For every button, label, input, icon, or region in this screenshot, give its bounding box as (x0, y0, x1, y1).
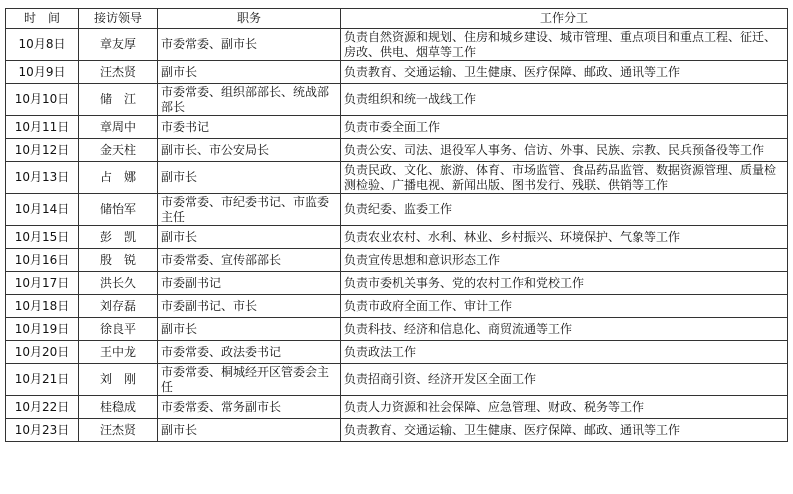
cell-duty: 负责市政府全面工作、审计工作 (341, 295, 788, 318)
table-row (6, 341, 788, 364)
cell-duty: 负责人力资源和社会保障、应急管理、财政、税务等工作 (341, 396, 788, 419)
table-row (6, 295, 788, 318)
cell-duty: 负责招商引资、经济开发区全面工作 (341, 364, 788, 396)
cell-date: 10月11日 (6, 116, 79, 139)
cell-leader: 桂稳成 (79, 396, 158, 419)
cell-position: 市委副书记、市长 (158, 295, 341, 318)
cell-date: 10月14日 (6, 194, 79, 226)
cell-leader: 刘 刚 (79, 364, 158, 396)
cell-leader: 徐良平 (79, 318, 158, 341)
header-leader: 接访领导 (79, 9, 158, 29)
cell-position: 副市长 (158, 226, 341, 249)
cell-date: 10月10日 (6, 84, 79, 116)
cell-leader: 殷 锐 (79, 249, 158, 272)
reception-schedule-table (5, 8, 788, 442)
cell-date: 10月15日 (6, 226, 79, 249)
cell-position: 市委常委、宣传部部长 (158, 249, 341, 272)
cell-position: 市委常委、市纪委书记、市监委主任 (158, 194, 341, 226)
cell-leader: 章友厚 (79, 29, 158, 61)
cell-position: 市委常委、副市长 (158, 29, 341, 61)
table-row (6, 162, 788, 194)
cell-duty: 负责公安、司法、退役军人事务、信访、外事、民族、宗教、民兵预备役等工作 (341, 139, 788, 162)
table-row (6, 139, 788, 162)
cell-leader: 汪杰贤 (79, 61, 158, 84)
cell-duty: 负责组织和统一战线工作 (341, 84, 788, 116)
table-row (6, 116, 788, 139)
cell-duty: 负责纪委、监委工作 (341, 194, 788, 226)
cell-leader: 洪长久 (79, 272, 158, 295)
cell-leader: 储 江 (79, 84, 158, 116)
cell-duty: 负责科技、经济和信息化、商贸流通等工作 (341, 318, 788, 341)
cell-date: 10月13日 (6, 162, 79, 194)
table-row (6, 194, 788, 226)
cell-duty: 负责市委机关事务、党的农村工作和党校工作 (341, 272, 788, 295)
table-row (6, 61, 788, 84)
cell-date: 10月22日 (6, 396, 79, 419)
header-duty: 工作分工 (341, 9, 788, 29)
cell-date: 10月21日 (6, 364, 79, 396)
cell-position: 副市长 (158, 61, 341, 84)
cell-leader: 彭 凯 (79, 226, 158, 249)
cell-date: 10月16日 (6, 249, 79, 272)
cell-date: 10月23日 (6, 419, 79, 442)
cell-position: 副市长、市公安局长 (158, 139, 341, 162)
cell-duty: 负责农业农村、水利、林业、乡村振兴、环境保护、气象等工作 (341, 226, 788, 249)
cell-date: 10月20日 (6, 341, 79, 364)
cell-position: 市委副书记 (158, 272, 341, 295)
table-row (6, 226, 788, 249)
cell-position: 副市长 (158, 162, 341, 194)
cell-date: 10月19日 (6, 318, 79, 341)
cell-duty: 负责教育、交通运输、卫生健康、医疗保障、邮政、通讯等工作 (341, 61, 788, 84)
cell-date: 10月9日 (6, 61, 79, 84)
cell-position: 市委常委、常务副市长 (158, 396, 341, 419)
cell-position: 市委常委、政法委书记 (158, 341, 341, 364)
cell-leader: 储怡军 (79, 194, 158, 226)
table-row (6, 318, 788, 341)
cell-duty: 负责宣传思想和意识形态工作 (341, 249, 788, 272)
cell-leader: 金天柱 (79, 139, 158, 162)
cell-duty: 负责教育、交通运输、卫生健康、医疗保障、邮政、通讯等工作 (341, 419, 788, 442)
cell-date: 10月8日 (6, 29, 79, 61)
table-row (6, 364, 788, 396)
cell-leader: 汪杰贤 (79, 419, 158, 442)
table-row (6, 249, 788, 272)
cell-position: 市委常委、桐城经开区管委会主任 (158, 364, 341, 396)
cell-date: 10月18日 (6, 295, 79, 318)
cell-leader: 王中龙 (79, 341, 158, 364)
table-body (6, 29, 788, 442)
cell-date: 10月17日 (6, 272, 79, 295)
cell-position: 市委书记 (158, 116, 341, 139)
header-position: 职务 (158, 9, 341, 29)
cell-duty: 负责市委全面工作 (341, 116, 788, 139)
cell-position: 副市长 (158, 419, 341, 442)
cell-position: 市委常委、组织部部长、统战部部长 (158, 84, 341, 116)
table-row (6, 29, 788, 61)
cell-leader: 刘存磊 (79, 295, 158, 318)
cell-duty: 负责民政、文化、旅游、体育、市场监管、食品药品监管、数据资源管理、质量检测检验、广播电视、新闻出版、图书发行、残联、供销等工作 (341, 162, 788, 194)
table-row (6, 84, 788, 116)
table-row (6, 396, 788, 419)
cell-date: 10月12日 (6, 139, 79, 162)
cell-leader: 章周中 (79, 116, 158, 139)
table-row (6, 272, 788, 295)
table-row (6, 419, 788, 442)
cell-position: 副市长 (158, 318, 341, 341)
cell-duty: 负责自然资源和规划、住房和城乡建设、城市管理、重点项目和重点工程、征迁、房改、供电、烟草等工作 (341, 29, 788, 61)
table-header-row (6, 9, 788, 29)
cell-duty: 负责政法工作 (341, 341, 788, 364)
cell-leader: 占 娜 (79, 162, 158, 194)
header-date: 时 间 (6, 9, 79, 29)
